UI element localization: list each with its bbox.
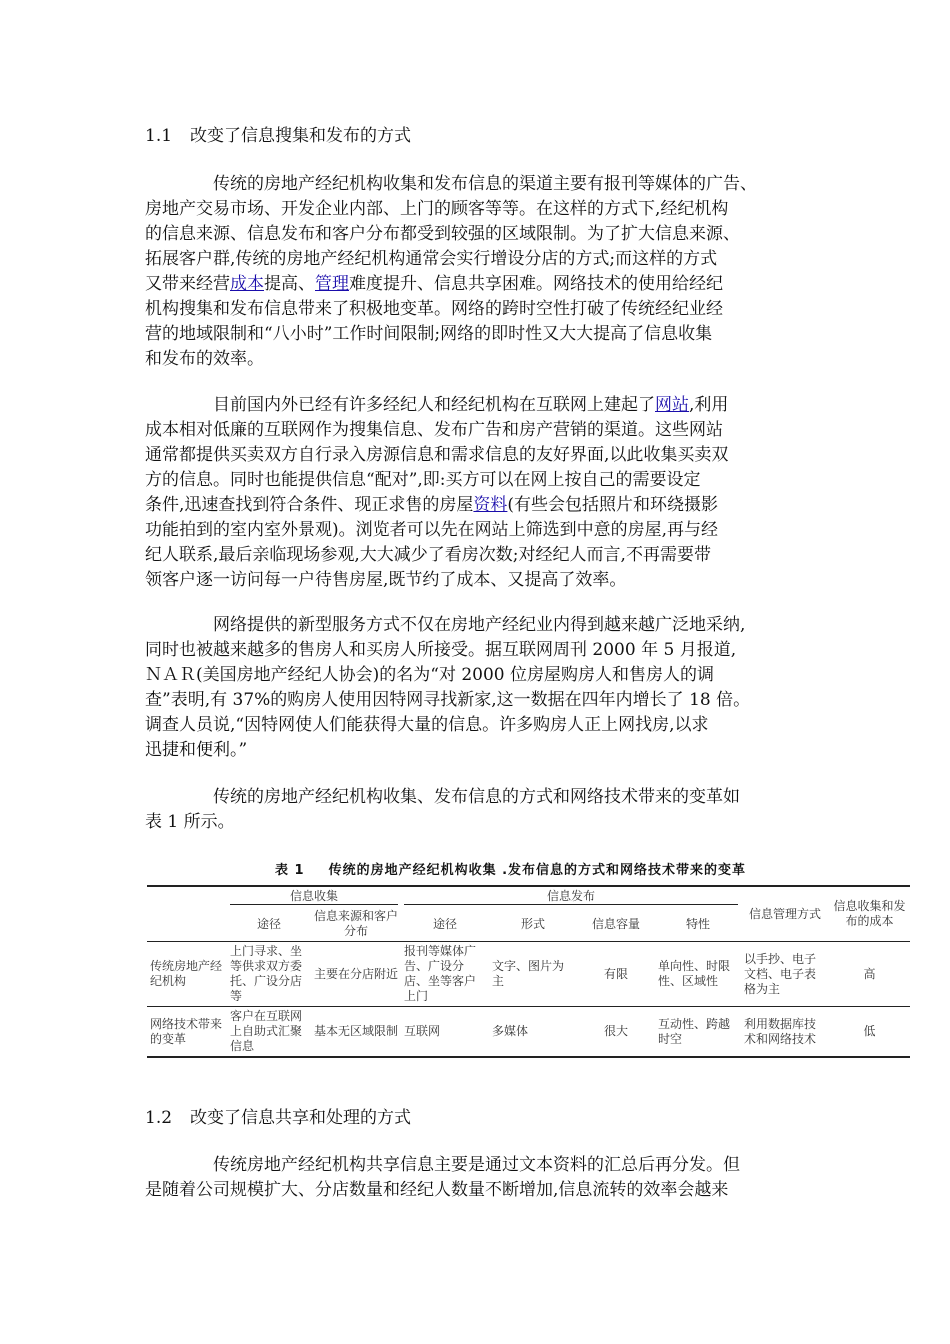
- paragraph-2: [145, 393, 815, 593]
- paragraph-5: [145, 1153, 815, 1203]
- cell-route-publish: 互联网: [401, 1007, 489, 1058]
- paragraph-3: [145, 613, 815, 763]
- link-cost[interactable]: 成本: [230, 274, 264, 294]
- text-line: ＮＡＲ(美国房地产经纪人协会)的名为“对 2000 位房屋购房人和售房人的调: [145, 665, 715, 685]
- section-title: 改变了信息搜集和发布的方式: [190, 126, 412, 146]
- text-line: 营的地域限制和“八小时”工作时间限制;网络的即时性又大大提高了信息收集: [145, 324, 713, 344]
- text-line: 机构搜集和发布信息带来了积极地变革。网络的跨时空性打破了传统经纪业经: [145, 299, 723, 319]
- header-capacity: 信息容量: [592, 916, 641, 931]
- cell-name: 网络技术带来的变革: [147, 1007, 227, 1058]
- text-line: 方的信息。同时也能提供信息“配对”,即:买方可以在网上按自己的需要设定: [145, 470, 701, 490]
- table-header-row-1: [147, 886, 910, 907]
- table-row: [147, 1007, 910, 1058]
- header-group-collection: 信息收集: [227, 886, 401, 907]
- text-line: 成本相对低廉的互联网作为搜集信息、发布广告和房产营销的渠道。这些网站: [145, 420, 723, 440]
- header-route-collect: 途径: [256, 916, 281, 931]
- text-line: 传统的房地产经纪机构收集和发布信息的渠道主要有报刊等媒体的广告、: [213, 174, 757, 194]
- text-fragment: 目前国内外已经有许多经纪人和经纪机构在互联网上建起了: [213, 395, 655, 415]
- text-line: [145, 393, 815, 418]
- section-number: 1.2: [145, 1108, 173, 1128]
- section-heading-1-2: [145, 1106, 411, 1130]
- header-cost: 信息收集和发布的成本: [829, 886, 910, 942]
- text-line: 传统房地产经纪机构共享信息主要是通过文本资料的汇总后再分发。但: [213, 1155, 740, 1175]
- header-route-publish: 途径: [433, 916, 458, 931]
- link-data[interactable]: 资料: [473, 495, 508, 515]
- text-fragment: (有些会包括照片和环绕摄影: [507, 495, 719, 515]
- cell-capacity: 有限: [577, 942, 655, 1007]
- text-line: 调查人员说,“因特网使人们能获得大量的信息。许多购房人正上网找房,以求: [145, 715, 709, 735]
- paragraph-4: [145, 785, 815, 835]
- link-management[interactable]: 管理: [315, 274, 349, 294]
- cell-source: 基本无区域限制: [311, 1007, 401, 1058]
- cell-capacity: 很大: [577, 1007, 655, 1058]
- text-line: 是随着公司规模扩大、分店数量和经纪人数量不断增加,信息流转的效率会越来: [145, 1180, 729, 1200]
- text-line: 纪人联系,最后亲临现场参观,大大减少了看房次数;对经纪人而言,不再需要带: [145, 545, 711, 565]
- text-line: 同时也被越来越多的售房人和买房人所接受。据互联网周刊 2000 年 5 月报道,: [145, 640, 737, 660]
- table-row: [147, 942, 910, 1007]
- text-line: 功能拍到的室内室外景观)。浏览者可以先在网站上筛选到中意的房屋,再与经: [145, 520, 719, 540]
- text-line: [145, 272, 815, 297]
- cell-mgmt: 利用数据库技术和网络技术: [741, 1007, 829, 1058]
- table-caption: [275, 859, 746, 878]
- text-fragment: ,利用: [689, 395, 729, 415]
- text-line: 表 1 所示。: [145, 812, 235, 832]
- text-line: 房地产交易市场、开发企业内部、上门的顾客等等。在这样的方式下,经纪机构: [145, 199, 729, 219]
- text-fragment: 提高、: [264, 274, 315, 294]
- header-feature: 特性: [686, 916, 711, 931]
- header-source: 信息来源和客户分布: [314, 909, 399, 938]
- header-group-publish: 信息发布: [401, 886, 741, 907]
- cell-route-collect: 上门寻求、坐等供求双方委托、广设分店等: [227, 942, 311, 1007]
- header-form: 形式: [521, 916, 546, 931]
- text-fragment: 条件,迅速查找到符合条件、现正求售的房屋: [145, 495, 474, 515]
- comparison-table: [147, 885, 910, 1058]
- cell-name: 传统房地产经纪机构: [147, 942, 227, 1007]
- text-line: 迅捷和便利。”: [145, 740, 248, 760]
- text-line: [145, 493, 815, 518]
- text-line: 拓展客户群,传统的房地产经纪机构通常会实行增设分店的方式;而这样的方式: [145, 249, 718, 269]
- header-blank: [147, 886, 227, 942]
- cell-feature: 单向性、时限性、区域性: [655, 942, 741, 1007]
- cell-route-publish: 报刊等媒体广告、广设分店、坐等客户上门: [401, 942, 489, 1007]
- text-line: 查”表明,有 37%的购房人使用因特网寻找新家,这一数据在四年内增长了 18 倍。: [145, 690, 751, 710]
- text-fragment: 难度提升、信息共享困难。网络技术的使用给经纪: [349, 274, 723, 294]
- header-mgmt: 信息管理方式: [741, 886, 829, 942]
- table-label: 表 1: [275, 863, 305, 878]
- text-line: 和发布的效率。: [145, 349, 264, 369]
- section-title: 改变了信息共享和处理的方式: [190, 1108, 412, 1128]
- section-heading-1-1: [145, 124, 411, 148]
- cell-source: 主要在分店附近: [311, 942, 401, 1007]
- cell-route-collect: 客户在互联网上自助式汇聚信息: [227, 1007, 311, 1058]
- section-number: 1.1: [145, 126, 173, 146]
- cell-form: 多媒体: [489, 1007, 577, 1058]
- link-website[interactable]: 网站: [655, 395, 689, 415]
- table-title: 传统的房地产经纪机构收集 .发布信息的方式和网络技术带来的变革: [328, 863, 747, 878]
- cell-cost: 低: [829, 1007, 910, 1058]
- cell-mgmt: 以手抄、电子文档、电子表格为主: [741, 942, 829, 1007]
- text-line: 领客户逐一访问每一户待售房屋,既节约了成本、又提高了效率。: [145, 570, 627, 590]
- cell-cost: 高: [829, 942, 910, 1007]
- text-line: 网络提供的新型服务方式不仅在房地产经纪业内得到越来越广泛地采纳,: [213, 615, 746, 635]
- text-fragment: 又带来经营: [145, 274, 230, 294]
- cell-feature: 互动性、跨越时空: [655, 1007, 741, 1058]
- text-line: 的信息来源、信息发布和客户分布都受到较强的区域限制。为了扩大信息来源、: [145, 224, 740, 244]
- paragraph-1: [145, 172, 815, 372]
- cell-form: 文字、图片为主: [489, 942, 577, 1007]
- text-line: 通常都提供买卖双方自行录入房源信息和需求信息的友好界面,以此收集买卖双: [145, 445, 729, 465]
- text-line: 传统的房地产经纪机构收集、发布信息的方式和网络技术带来的变革如: [213, 787, 740, 807]
